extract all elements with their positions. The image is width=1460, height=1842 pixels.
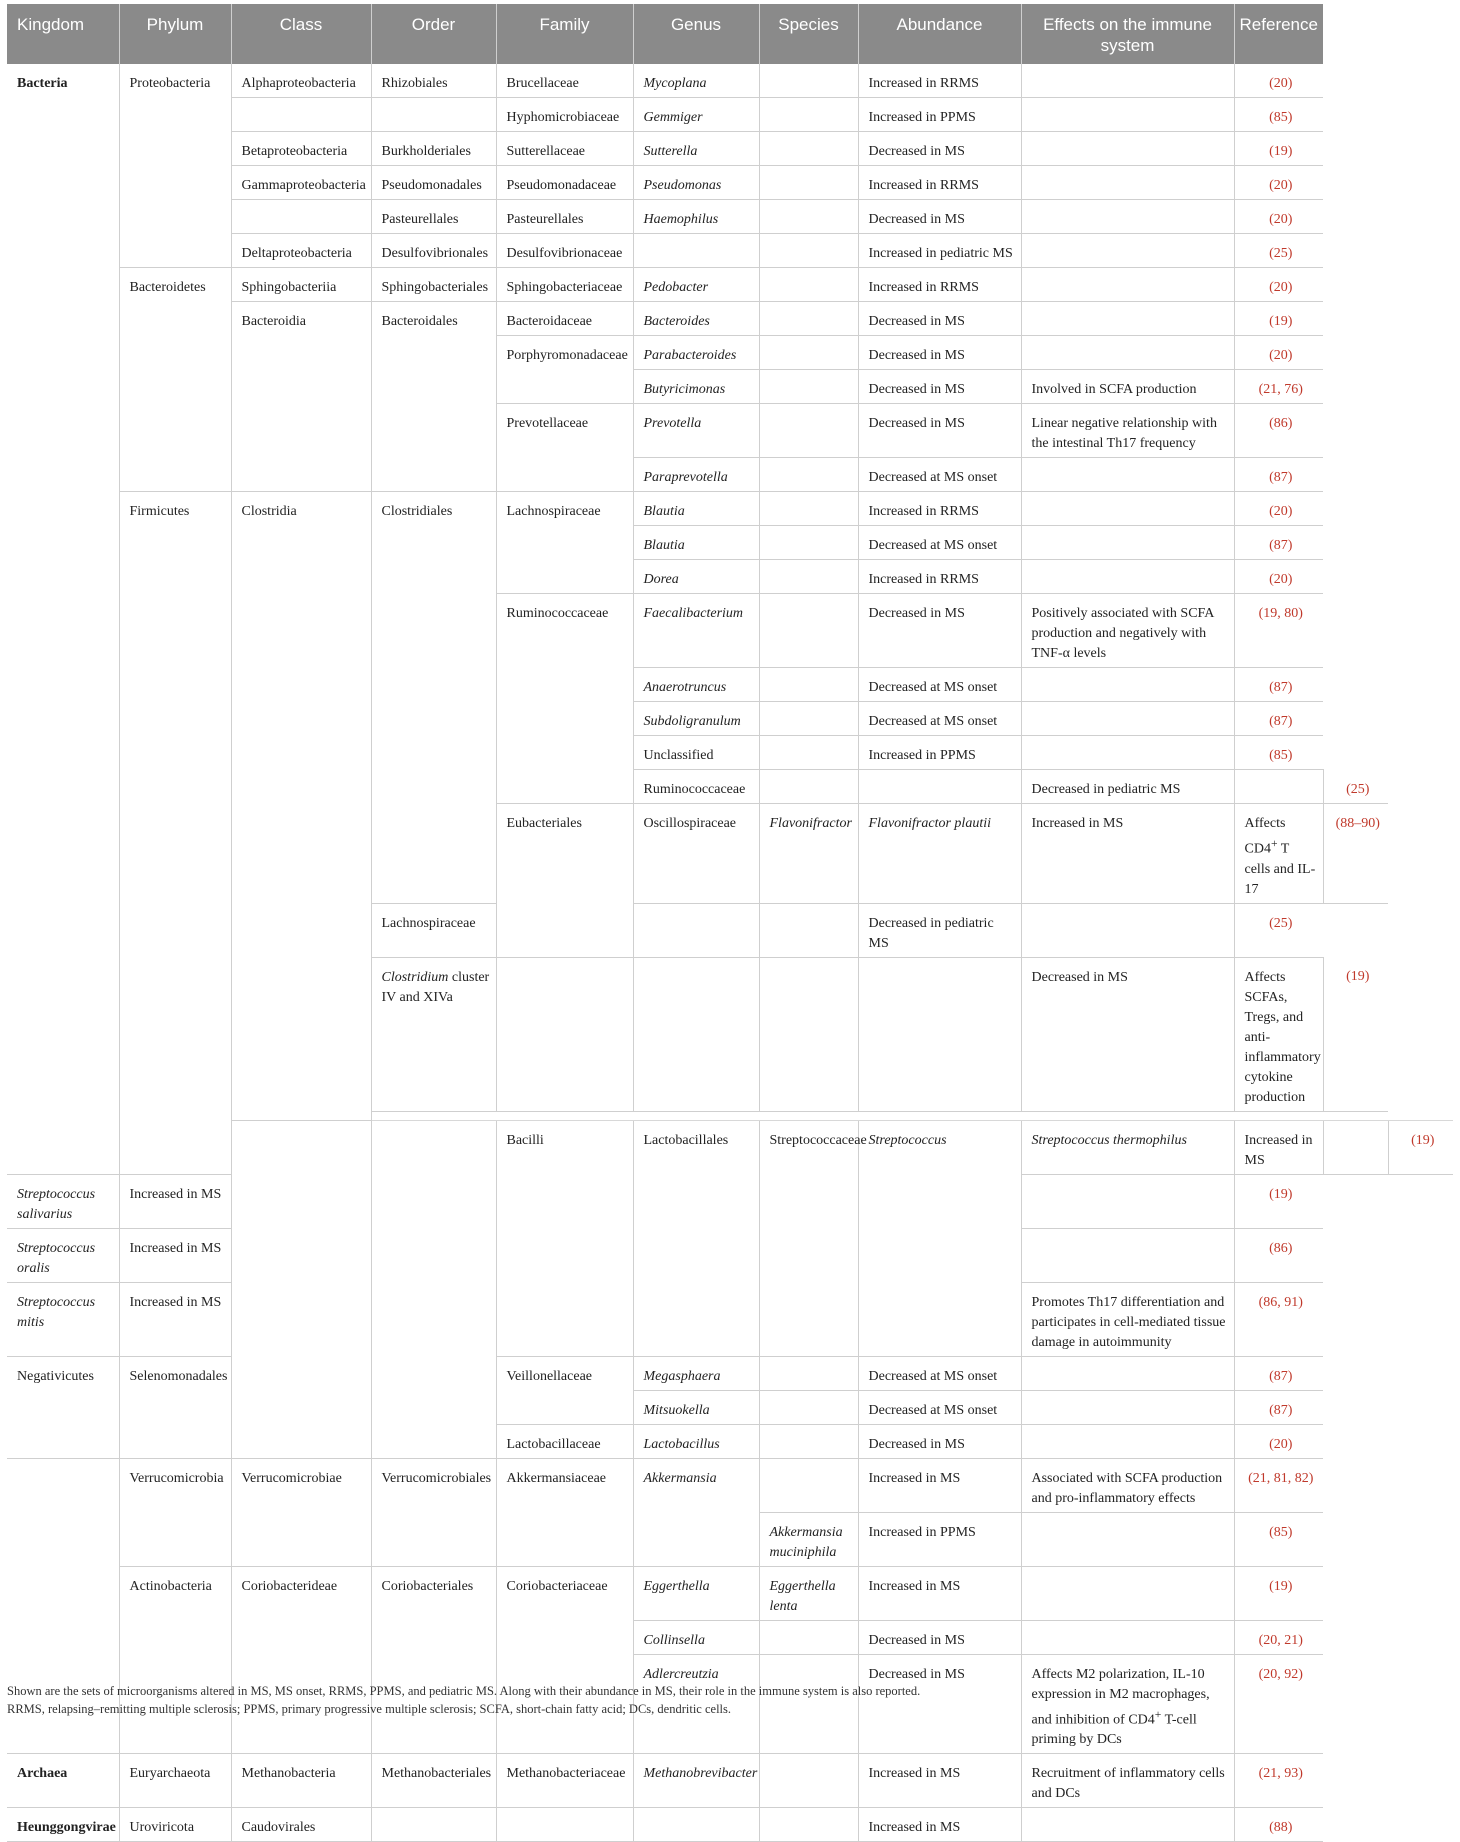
- effects-cell: [1021, 268, 1234, 302]
- species-cell: Streptococcus thermophilus: [1021, 1120, 1234, 1174]
- abundance-cell: Decreased at MS onset: [858, 1356, 1021, 1390]
- genus-cell: Pedobacter: [633, 268, 759, 302]
- abundance-cell: Increased in MS: [858, 1458, 1021, 1512]
- abundance-cell: Decreased at MS onset: [858, 1390, 1021, 1424]
- family-cell: Veillonellaceae: [496, 1356, 633, 1424]
- family-cell: Ruminococcaceae: [496, 594, 633, 804]
- effects-cell: Recruitment of inflammatory cells and DCs: [1021, 1754, 1234, 1808]
- effects-cell: [1021, 234, 1234, 268]
- effects-cell: [1021, 1566, 1234, 1620]
- species-cell: [759, 1424, 858, 1458]
- genus-cell: Parabacteroides: [633, 336, 759, 370]
- effects-cell: [1021, 1620, 1234, 1654]
- genus-cell: Dorea: [633, 560, 759, 594]
- genus-cell: Bacteroides: [633, 302, 759, 336]
- effects-cell: [1021, 492, 1234, 526]
- species-cell: [759, 64, 858, 98]
- reference-link[interactable]: (19): [1323, 957, 1388, 1111]
- reference-link[interactable]: (87): [1234, 1356, 1323, 1390]
- class-cell: [371, 957, 496, 1111]
- family-cell: Hyphomicrobiaceae: [496, 98, 633, 132]
- reference-link[interactable]: (20): [1234, 336, 1323, 370]
- species-cell: [759, 560, 858, 594]
- genus-cell: [759, 957, 858, 1111]
- class-cell: Coriobacterideae: [231, 1566, 371, 1754]
- class-cell: Gammaproteobacteria: [231, 166, 371, 200]
- effects-text: T cells and IL-17: [1244, 841, 1316, 897]
- col-class: Class: [231, 4, 371, 64]
- col-genus: Genus: [633, 4, 759, 64]
- order-cell: Eubacteriales: [496, 804, 633, 958]
- effects-cell: [1021, 1228, 1234, 1282]
- effects-cell: [1021, 903, 1234, 957]
- phylum-cell: [371, 1120, 496, 1458]
- col-abundance: Abundance: [858, 4, 1021, 64]
- abundance-cell: Increased in RRMS: [858, 64, 1021, 98]
- kingdom-cell: Heunggongvirae: [7, 1808, 119, 1842]
- species-cell: [759, 1808, 858, 1842]
- effects-cell: [1021, 302, 1234, 336]
- reference-link[interactable]: (20): [1234, 492, 1323, 526]
- genus-cell: Methanobrevibacter: [633, 1754, 759, 1808]
- abundance-cell: Increased in PPMS: [858, 1512, 1021, 1566]
- class-cell: Alphaproteobacteria: [231, 64, 371, 98]
- reference-link[interactable]: (25): [1234, 234, 1323, 268]
- table-row: [7, 492, 1453, 526]
- genus-cell: Butyricimonas: [633, 370, 759, 404]
- abundance-cell: Increased in PPMS: [858, 736, 1021, 770]
- kingdom-cell: Bacteria: [7, 64, 119, 1174]
- species-cell: [759, 1356, 858, 1390]
- species-cell: Streptococcus mitis: [7, 1282, 119, 1356]
- reference-link[interactable]: (25): [1234, 903, 1323, 957]
- reference-link[interactable]: (20): [1234, 166, 1323, 200]
- reference-link[interactable]: (20): [1234, 268, 1323, 302]
- reference-link[interactable]: (87): [1234, 1390, 1323, 1424]
- genus-cell: Subdoligranulum: [633, 702, 759, 736]
- class-cell: Verrucomicrobiae: [231, 1458, 371, 1566]
- abundance-cell: Decreased in pediatric MS: [1021, 770, 1234, 804]
- abundance-cell: Increased in MS: [858, 1566, 1021, 1620]
- superscript-plus: +: [1270, 837, 1278, 850]
- family-cell: Streptococcaceae: [759, 1120, 858, 1356]
- effects-text: Affects CD4: [1244, 816, 1286, 857]
- table-container: [7, 4, 1453, 1842]
- table-row: [7, 1356, 1453, 1390]
- effects-cell: [1323, 1120, 1388, 1174]
- order-cell: Pasteurellales: [371, 200, 496, 234]
- reference-link[interactable]: (19): [1234, 132, 1323, 166]
- effects-cell: Promotes Th17 differentiation and participates in cell-mediated tissue damage in autoimmunity: [1021, 1282, 1234, 1356]
- reference-link[interactable]: (85): [1234, 98, 1323, 132]
- genus-cell: Eggerthella: [633, 1566, 759, 1620]
- effects-cell: Linear negative relationship with the intestinal Th17 frequency: [1021, 404, 1234, 458]
- effects-cell: [1021, 560, 1234, 594]
- table-row: [7, 1754, 1453, 1808]
- species-cell: [759, 166, 858, 200]
- phylum-cell: Uroviricota: [119, 1808, 231, 1842]
- reference-link[interactable]: (85): [1234, 1512, 1323, 1566]
- col-reference: Reference: [1234, 4, 1323, 64]
- species-cell: [759, 492, 858, 526]
- superscript-plus: +: [1154, 1707, 1162, 1721]
- genus-cell: Paraprevotella: [633, 458, 759, 492]
- species-cell: [759, 132, 858, 166]
- phylum-cell: Euryarchaeota: [119, 1754, 231, 1808]
- genus-cell: Adlercreutzia: [633, 1654, 759, 1754]
- phylum-cell: Proteobacteria: [119, 64, 231, 268]
- abundance-cell: Decreased at MS onset: [858, 526, 1021, 560]
- abundance-cell: Decreased in MS: [1021, 957, 1234, 1111]
- effects-cell: [1021, 98, 1234, 132]
- family-cell: Lachnospiraceae: [496, 492, 633, 594]
- effects-cell: [1021, 64, 1234, 98]
- genus-cell: Blautia: [633, 526, 759, 560]
- abundance-cell: Decreased in MS: [858, 302, 1021, 336]
- class-italic: Clostridium: [381, 969, 449, 985]
- reference-link[interactable]: (20): [1234, 1424, 1323, 1458]
- abundance-cell: Increased in pediatric MS: [858, 234, 1021, 268]
- effects-cell: [1021, 336, 1234, 370]
- col-effects: Effects on the immune system: [1021, 4, 1234, 64]
- species-cell: [759, 1390, 858, 1424]
- col-order: Order: [371, 4, 496, 64]
- reference-link[interactable]: (86, 91): [1234, 1282, 1323, 1356]
- family-cell: Akkermansiaceae: [496, 1458, 633, 1566]
- order-cell: [371, 1808, 496, 1842]
- microbiome-table: [7, 4, 1453, 1842]
- effects-cell: [1021, 736, 1234, 770]
- family-cell: [633, 957, 759, 1111]
- abundance-cell: Increased in MS: [1021, 804, 1234, 904]
- class-cell: Bacteroidia: [231, 302, 371, 492]
- family-cell: Oscillospiraceae: [633, 804, 759, 904]
- species-cell: [759, 903, 858, 957]
- reference-link[interactable]: (20, 92): [1234, 1654, 1323, 1754]
- order-cell: Selenomonadales: [119, 1356, 231, 1458]
- class-cell: Methanobacteria: [231, 1754, 371, 1808]
- species-cell: [759, 370, 858, 404]
- genus-cell: Prevotella: [633, 404, 759, 458]
- table-row: [7, 1458, 1453, 1512]
- table-row: [7, 64, 1453, 98]
- effects-text: T-cell priming by DCs: [1031, 1712, 1197, 1748]
- effects-cell: [1021, 458, 1234, 492]
- effects-cell: [1021, 132, 1234, 166]
- species-cell: [759, 594, 858, 668]
- reference-link[interactable]: (19): [1234, 1566, 1323, 1620]
- family-cell: Coriobacteriaceae: [496, 1566, 633, 1754]
- effects-cell: [1234, 770, 1323, 804]
- reference-link[interactable]: (20): [1234, 200, 1323, 234]
- class-cell: [231, 98, 371, 132]
- class-cell: Caudovirales: [231, 1808, 371, 1842]
- table-row: [7, 268, 1453, 302]
- abundance-cell: Decreased in MS: [858, 1620, 1021, 1654]
- species-cell: Streptococcus oralis: [7, 1228, 119, 1282]
- genus-cell: Faecalibacterium: [633, 594, 759, 668]
- effects-text: Affects M2 polarization, IL-10 expression in M2 macrophages, and inhibition of CD4: [1031, 1666, 1210, 1728]
- order-cell: Methanobacteriales: [371, 1754, 496, 1808]
- order-cell: Rhizobiales: [371, 64, 496, 98]
- species-cell: [858, 770, 1021, 804]
- effects-cell: Involved in SCFA production: [1021, 370, 1234, 404]
- species-cell: [759, 234, 858, 268]
- genus-cell: Blautia: [633, 492, 759, 526]
- col-phylum: Phylum: [119, 4, 231, 64]
- species-cell: [759, 200, 858, 234]
- phylum-cell: Bacteroidetes: [119, 268, 231, 492]
- genus-cell: [633, 903, 759, 957]
- footnote: Shown are the sets of microorganisms altered in MS, MS onset, RRMS, PPMS, and pediatric MS. Along with their abundance in MS, their role in the immune system is also reported.: [7, 1684, 921, 1698]
- species-cell: Flavonifractor plautii: [858, 804, 1021, 904]
- abundance-cell: Decreased at MS onset: [858, 458, 1021, 492]
- order-cell: Burkholderiales: [371, 132, 496, 166]
- reference-link[interactable]: (87): [1234, 702, 1323, 736]
- abundance-cell: Increased in RRMS: [858, 268, 1021, 302]
- effects-cell: [1021, 1424, 1234, 1458]
- species-cell: [759, 98, 858, 132]
- reference-link[interactable]: (88): [1234, 1808, 1323, 1842]
- species-cell: [759, 1754, 858, 1808]
- table-row: [7, 1566, 1453, 1620]
- reference-link[interactable]: (86): [1234, 404, 1323, 458]
- col-kingdom: Kingdom: [7, 4, 119, 64]
- genus-cell: Sutterella: [633, 132, 759, 166]
- reference-link[interactable]: (19): [1234, 302, 1323, 336]
- effects-cell: [1021, 166, 1234, 200]
- reference-link[interactable]: (20): [1234, 64, 1323, 98]
- reference-link[interactable]: (20, 21): [1234, 1620, 1323, 1654]
- reference-link[interactable]: (86): [1234, 1228, 1323, 1282]
- effects-cell: [1021, 526, 1234, 560]
- reference-link[interactable]: (21, 93): [1234, 1754, 1323, 1808]
- order-cell: Lactobacillales: [633, 1120, 759, 1356]
- abundance-cell: Increased in MS: [119, 1282, 231, 1356]
- family-cell: Lactobacillaceae: [496, 1424, 633, 1458]
- abundance-cell: Decreased in pediatric MS: [858, 903, 1021, 957]
- genus-cell: Lactobacillus: [633, 1424, 759, 1458]
- genus-cell: [759, 770, 858, 804]
- order-cell: Pseudomonadales: [371, 166, 496, 200]
- abundance-cell: Increased in RRMS: [858, 560, 1021, 594]
- species-cell: Streptococcus salivarius: [7, 1174, 119, 1228]
- table-row: [7, 1808, 1453, 1842]
- abundance-cell: Decreased in MS: [858, 370, 1021, 404]
- class-cell: Negativicutes: [7, 1356, 119, 1458]
- genus-cell: Collinsella: [633, 1620, 759, 1654]
- genus-cell: Haemophilus: [633, 200, 759, 234]
- reference-link[interactable]: (20): [1234, 560, 1323, 594]
- effects-cell: Affects SCFAs, Tregs, and anti-inflammatory cytokine production: [1234, 957, 1323, 1111]
- abundance-cell: Decreased in MS: [858, 404, 1021, 458]
- species-cell: Akkermansia muciniphila: [759, 1512, 858, 1566]
- class-cell: Sphingobacteriia: [231, 268, 371, 302]
- genus-cell: Megasphaera: [633, 1356, 759, 1390]
- effects-cell: [1021, 1808, 1234, 1842]
- order-cell: [371, 98, 496, 132]
- effects-cell: [1021, 1512, 1234, 1566]
- species-cell: [759, 404, 858, 458]
- family-cell: Ruminococcaceae: [633, 770, 759, 804]
- family-cell: Pasteurellales: [496, 200, 633, 234]
- col-species: Species: [759, 4, 858, 64]
- species-cell: [759, 268, 858, 302]
- genus-cell: Streptococcus: [858, 1120, 1021, 1356]
- species-cell: [858, 957, 1021, 1111]
- genus-cell: Mitsuokella: [633, 1390, 759, 1424]
- genus-cell: Akkermansia: [633, 1458, 759, 1566]
- genus-cell: Pseudomonas: [633, 166, 759, 200]
- family-cell: Porphyromonadaceae: [496, 336, 633, 404]
- species-cell: [759, 1620, 858, 1654]
- abundance-cell: Increased in MS: [858, 1808, 1021, 1842]
- species-cell: Eggerthella lenta: [759, 1566, 858, 1620]
- reference-link[interactable]: (88–90): [1323, 804, 1388, 904]
- abundance-cell: Increased in RRMS: [858, 492, 1021, 526]
- footnote: RRMS, relapsing–remitting multiple sclerosis; PPMS, primary progressive multiple sclerosis; SCFA, short-chain fatty acid; DCs, dendritic cells.: [7, 1702, 731, 1716]
- effects-cell: [1021, 200, 1234, 234]
- order-cell: Coriobacteriales: [371, 1566, 496, 1754]
- reference-link[interactable]: (21, 81, 82): [1234, 1458, 1323, 1512]
- order-cell: Sphingobacteriales: [371, 268, 496, 302]
- abundance-cell: Increased in MS: [119, 1228, 231, 1282]
- order-cell: Verrucomicrobiales: [371, 1458, 496, 1566]
- order-cell: Desulfovibrionales: [371, 234, 496, 268]
- class-cell: Deltaproteobacteria: [231, 234, 371, 268]
- kingdom-cell: [231, 1120, 371, 1458]
- species-cell: [759, 458, 858, 492]
- species-cell: [759, 668, 858, 702]
- col-family: Family: [496, 4, 633, 64]
- family-cell: Pseudomonadaceae: [496, 166, 633, 200]
- reference-link[interactable]: (19): [1388, 1120, 1453, 1174]
- genus-cell: [633, 234, 759, 268]
- phylum-cell: Actinobacteria: [119, 1566, 231, 1754]
- genus-cell: [633, 1808, 759, 1842]
- reference-link[interactable]: (87): [1234, 526, 1323, 560]
- species-cell: [759, 702, 858, 736]
- genus-cell: Unclassified: [633, 736, 759, 770]
- abundance-cell: Decreased at MS onset: [858, 702, 1021, 736]
- effects-cell: [1021, 702, 1234, 736]
- family-cell: Desulfovibrionaceae: [496, 234, 633, 268]
- order-cell: Clostridiales: [371, 492, 496, 904]
- family-cell: Sphingobacteriaceae: [496, 268, 633, 302]
- class-cell: [231, 200, 371, 234]
- species-cell: [759, 736, 858, 770]
- abundance-cell: Increased in MS: [1234, 1120, 1323, 1174]
- abundance-cell: Decreased in MS: [858, 132, 1021, 166]
- effects-cell: [1234, 804, 1323, 904]
- species-cell: [759, 302, 858, 336]
- genus-cell: Flavonifractor: [759, 804, 858, 904]
- reference-link[interactable]: (19): [1234, 1174, 1323, 1228]
- phylum-cell: Verrucomicrobia: [119, 1458, 231, 1566]
- species-cell: [759, 526, 858, 560]
- abundance-cell: Increased in RRMS: [858, 166, 1021, 200]
- kingdom-cell: Archaea: [7, 1754, 119, 1808]
- reference-link[interactable]: (85): [1234, 736, 1323, 770]
- abundance-cell: Decreased in MS: [858, 1654, 1021, 1754]
- family-cell: Methanobacteriaceae: [496, 1754, 633, 1808]
- abundance-cell: Decreased in MS: [858, 594, 1021, 668]
- abundance-cell: Increased in PPMS: [858, 98, 1021, 132]
- effects-cell: [1021, 1356, 1234, 1390]
- species-cell: [759, 1458, 858, 1512]
- effects-cell: [1021, 1390, 1234, 1424]
- effects-cell: Associated with SCFA production and pro-inflammatory effects: [1021, 1458, 1234, 1512]
- genus-cell: Mycoplana: [633, 64, 759, 98]
- table-footnotes: [7, 1682, 1453, 1718]
- abundance-cell: Decreased in MS: [858, 336, 1021, 370]
- abundance-cell: Decreased in MS: [858, 200, 1021, 234]
- reference-link[interactable]: (87): [1234, 668, 1323, 702]
- reference-link[interactable]: (25): [1323, 770, 1388, 804]
- family-cell: Prevotellaceae: [496, 404, 633, 492]
- abundance-cell: Decreased at MS onset: [858, 668, 1021, 702]
- genus-cell: Gemmiger: [633, 98, 759, 132]
- order-cell: [496, 957, 633, 1111]
- family-cell: Brucellaceae: [496, 64, 633, 98]
- reference-link[interactable]: (21, 76): [1234, 370, 1323, 404]
- reference-link[interactable]: (19, 80): [1234, 594, 1323, 668]
- abundance-cell: Increased in MS: [119, 1174, 231, 1228]
- family-cell: Lachnospiraceae: [371, 903, 496, 957]
- family-cell: Bacteroidaceae: [496, 302, 633, 336]
- class-cell: Clostridia: [231, 492, 371, 1121]
- phylum-cell: Firmicutes: [119, 492, 231, 1175]
- class-cell: Betaproteobacteria: [231, 132, 371, 166]
- class-text: cluster IV and XIVa: [381, 969, 490, 1005]
- effects-cell: [1021, 1174, 1234, 1228]
- abundance-cell: Increased in MS: [858, 1754, 1021, 1808]
- header-row: [7, 4, 1453, 64]
- family-cell: [496, 1808, 633, 1842]
- abundance-cell: Decreased in MS: [858, 1424, 1021, 1458]
- effects-cell: [1021, 668, 1234, 702]
- genus-cell: Anaerotruncus: [633, 668, 759, 702]
- family-cell: Sutterellaceae: [496, 132, 633, 166]
- reference-link[interactable]: (87): [1234, 458, 1323, 492]
- species-cell: [759, 336, 858, 370]
- order-cell: Bacteroidales: [371, 302, 496, 492]
- class-cell: Bacilli: [496, 1120, 633, 1356]
- effects-cell: Positively associated with SCFA production and negatively with TNF-α levels: [1021, 594, 1234, 668]
